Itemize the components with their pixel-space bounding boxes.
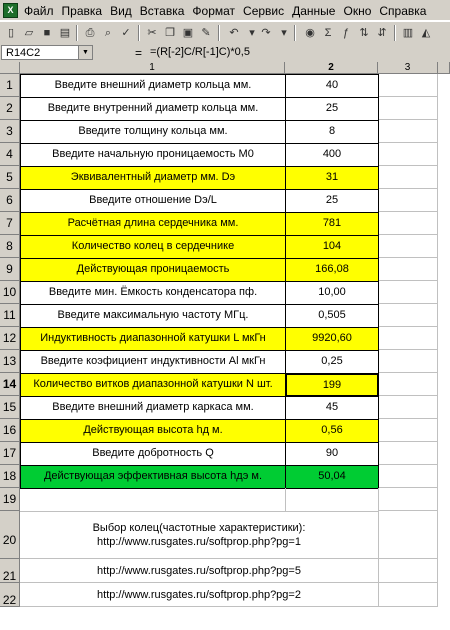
toolbar-separator <box>394 25 396 41</box>
menu-data[interactable]: Данные <box>292 4 336 18</box>
value-cell[interactable]: 50,04 <box>285 465 379 489</box>
label-cell[interactable]: Введите добротность Q <box>20 442 286 466</box>
label-cell[interactable]: Индуктивность диапазонной катушки L мкГн <box>20 327 286 351</box>
sort-descending-icon[interactable]: ⇵ <box>377 27 387 39</box>
row-header[interactable]: 2 <box>0 97 20 120</box>
row-header[interactable]: 10 <box>0 281 20 304</box>
label-cell[interactable]: Действующая высота hд м. <box>20 419 286 443</box>
empty-cell[interactable] <box>379 488 438 511</box>
new-file-icon[interactable]: ▯ <box>7 27 15 39</box>
empty-cell[interactable] <box>379 559 438 583</box>
url-link[interactable]: http://www.rusgates.ru/softprop.php?pg=5 <box>97 565 301 577</box>
name-box-value: R14C2 <box>6 47 41 59</box>
value-cell[interactable]: 10,00 <box>285 281 379 305</box>
row-header[interactable]: 16 <box>0 419 20 442</box>
name-box[interactable] <box>1 45 93 60</box>
row-header[interactable]: 13 <box>0 350 20 373</box>
value-cell[interactable]: 25 <box>285 189 379 213</box>
menu-tools[interactable]: Сервис <box>243 4 285 18</box>
menu-edit[interactable]: Правка <box>61 4 103 18</box>
row-header[interactable]: 3 <box>0 120 20 143</box>
row-header[interactable]: 18 <box>0 465 20 488</box>
row-header[interactable]: 11 <box>0 304 20 327</box>
toolbar-separator <box>294 25 296 41</box>
label-cell[interactable]: Введите толщину кольца мм. <box>20 120 286 144</box>
empty-cell[interactable] <box>379 396 438 419</box>
label-cell[interactable]: Эквивалентный диаметр мм. Dэ <box>20 166 286 190</box>
row-header[interactable]: 15 <box>0 396 20 419</box>
value-cell[interactable]: 400 <box>285 143 379 167</box>
label-cell[interactable]: Введите коэфициент индуктивности Al мкГн <box>20 350 286 374</box>
worksheet-grid <box>0 62 450 630</box>
value-cell[interactable]: 781 <box>285 212 379 236</box>
standard-toolbar <box>0 21 450 45</box>
value-cell[interactable]: 9920,60 <box>285 327 379 351</box>
empty-cell[interactable] <box>379 189 438 212</box>
empty-cell[interactable] <box>379 350 438 373</box>
label-cell[interactable]: Введите внутренний диаметр кольца мм. <box>20 97 286 121</box>
value-cell[interactable]: 0,25 <box>285 350 379 374</box>
value-cell[interactable]: 0,505 <box>285 304 379 328</box>
value-cell[interactable]: 104 <box>285 235 379 259</box>
print-icon[interactable]: ⎙ <box>85 27 95 39</box>
label-cell[interactable]: Расчётная длина сердечника мм. <box>20 212 286 236</box>
column-header-1[interactable]: 1 <box>20 62 285 74</box>
save-icon[interactable]: ■ <box>43 27 51 39</box>
row-header[interactable]: 4 <box>0 143 20 166</box>
toolbar-separator <box>76 25 78 41</box>
empty-cell[interactable] <box>379 281 438 304</box>
cut-icon[interactable]: ✂ <box>147 27 157 39</box>
empty-cell[interactable] <box>379 97 438 120</box>
label-cell[interactable]: Введите внешний диаметр каркаса мм. <box>20 396 286 420</box>
row-header[interactable]: 17 <box>0 442 20 465</box>
empty-cell[interactable] <box>379 373 438 396</box>
row-header[interactable]: 21 <box>0 559 20 583</box>
row-header[interactable]: 9 <box>0 258 20 281</box>
empty-cell[interactable] <box>379 143 438 166</box>
empty-cell[interactable] <box>379 74 438 97</box>
label-cell[interactable] <box>20 488 286 512</box>
drawing-icon[interactable]: ◭ <box>421 27 431 39</box>
excel-app-icon[interactable]: X <box>3 3 18 18</box>
print-preview-icon[interactable]: ▤ <box>59 27 71 39</box>
empty-cell[interactable] <box>379 327 438 350</box>
menu-format[interactable]: Формат <box>192 4 236 18</box>
row-header[interactable]: 22 <box>0 583 20 607</box>
hyperlink-icon[interactable]: ◉ <box>305 27 315 39</box>
label-cell[interactable]: Введите максимальную частоту МГц. <box>20 304 286 328</box>
column-header-4[interactable] <box>438 62 450 74</box>
paste-icon[interactable]: ▣ <box>182 27 194 39</box>
label-cell[interactable]: Количество витков диапазонной катушки N шт. <box>20 373 286 397</box>
menu-help[interactable]: Справка <box>379 4 427 18</box>
value-cell[interactable]: 8 <box>285 120 379 144</box>
column-header-2[interactable]: 2 <box>285 62 378 74</box>
url-link[interactable]: http://www.rusgates.ru/softprop.php?pg=1 <box>97 536 301 548</box>
footer-text-cell <box>20 559 379 583</box>
copy-icon[interactable]: ❐ <box>165 27 175 39</box>
value-cell[interactable]: 199 <box>285 373 379 397</box>
value-cell[interactable]: 166,08 <box>285 258 379 282</box>
spelling-icon[interactable]: ✓ <box>121 27 131 39</box>
value-cell[interactable]: 25 <box>285 97 379 121</box>
toolbar-separator <box>138 25 140 41</box>
empty-cell[interactable] <box>379 583 438 607</box>
row-header[interactable]: 20 <box>0 511 20 559</box>
function-icon[interactable]: ƒ <box>342 27 350 39</box>
value-cell[interactable]: 90 <box>285 442 379 466</box>
undo-icon[interactable]: ↶ <box>229 27 239 39</box>
menu-view[interactable]: Вид <box>110 4 132 18</box>
formula-input[interactable]: =(R[-2]C/R[-1]C)*0,5 <box>150 46 250 58</box>
label-cell[interactable]: Действующая проницаемость <box>20 258 286 282</box>
empty-cell[interactable] <box>379 166 438 189</box>
empty-cell[interactable] <box>379 258 438 281</box>
label-cell[interactable]: Количество колец в сердечнике <box>20 235 286 259</box>
open-folder-icon[interactable]: ▱ <box>24 27 34 39</box>
label-cell[interactable]: Введите начальную проницаемость M0 <box>20 143 286 167</box>
empty-cell[interactable] <box>379 304 438 327</box>
menu-window[interactable]: Окно <box>343 4 372 18</box>
menu-bar <box>0 0 450 21</box>
label-cell[interactable]: Введите внешний диаметр кольца мм. <box>20 74 286 98</box>
empty-cell[interactable] <box>379 465 438 488</box>
row-header[interactable]: 12 <box>0 327 20 350</box>
row-header[interactable]: 5 <box>0 166 20 189</box>
value-cell[interactable]: 0,56 <box>285 419 379 443</box>
footer-caption: Выбор колец(частотные характеристики): <box>92 522 306 534</box>
empty-cell[interactable] <box>379 511 438 559</box>
empty-cell[interactable] <box>379 442 438 465</box>
preview-icon[interactable]: ⌕ <box>104 27 112 39</box>
row-header[interactable]: 19 <box>0 488 20 511</box>
chevron-down-icon[interactable]: ▼ <box>78 46 92 59</box>
menu-items <box>20 2 430 20</box>
value-cell[interactable]: 45 <box>285 396 379 420</box>
format-painter-icon[interactable]: ✎ <box>201 27 211 39</box>
url-link[interactable]: http://www.rusgates.ru/softprop.php?pg=2 <box>97 589 301 601</box>
menu-file[interactable]: Файл <box>24 4 54 18</box>
footer-text-cell <box>20 583 379 607</box>
empty-cell[interactable] <box>379 419 438 442</box>
row-header[interactable]: 8 <box>0 235 20 258</box>
footer-text-cell <box>20 511 379 559</box>
row-header[interactable]: 6 <box>0 189 20 212</box>
value-cell[interactable] <box>285 488 379 512</box>
value-cell[interactable]: 31 <box>285 166 379 190</box>
row-header[interactable]: 1 <box>0 74 20 97</box>
empty-cell[interactable] <box>379 120 438 143</box>
label-cell[interactable]: Введите отношение Dэ/L <box>20 189 286 213</box>
select-all-corner[interactable] <box>0 62 20 74</box>
formula-equals-sign[interactable]: = <box>135 46 143 60</box>
value-cell[interactable]: 40 <box>285 74 379 98</box>
label-cell[interactable]: Действующая эффективная высота hдэ м. <box>20 465 286 489</box>
formula-bar <box>0 44 450 62</box>
toolbar-separator <box>218 25 220 41</box>
label-cell[interactable]: Введите мин. Ёмкость конденсатора пф. <box>20 281 286 305</box>
empty-cell[interactable] <box>379 235 438 258</box>
empty-cell[interactable] <box>379 212 438 235</box>
redo-dropdown-icon[interactable]: ▾ <box>281 27 287 39</box>
undo-dropdown-icon[interactable]: ▾ <box>249 27 255 39</box>
autosum-icon[interactable]: Σ <box>324 27 332 39</box>
row-header[interactable]: 14 <box>0 373 20 396</box>
sort-ascending-icon[interactable]: ⇅ <box>359 27 369 39</box>
column-header-3[interactable]: 3 <box>378 62 438 74</box>
chart-wizard-icon[interactable]: ▥ <box>402 27 414 39</box>
row-header[interactable]: 7 <box>0 212 20 235</box>
menu-insert[interactable]: Вставка <box>139 4 185 18</box>
redo-icon[interactable]: ↷ <box>261 27 271 39</box>
